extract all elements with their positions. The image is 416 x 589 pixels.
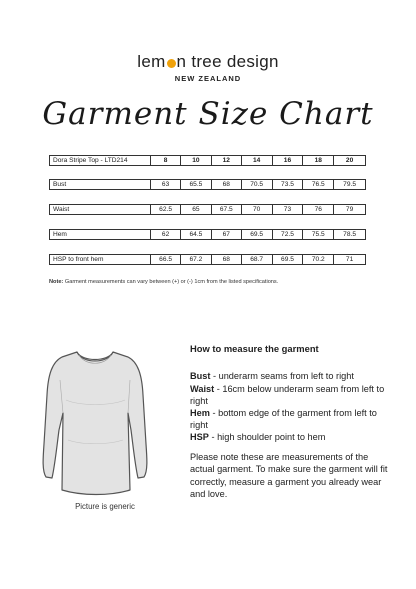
table-cell: 69.5 xyxy=(272,255,303,264)
page-title: Garment Size Chart xyxy=(42,96,374,132)
brand-logo xyxy=(0,52,416,83)
table-cell: 79 xyxy=(333,205,365,214)
header-cell: 18 xyxy=(302,156,333,165)
table-cell: 73.5 xyxy=(272,180,303,189)
table-row xyxy=(49,204,366,215)
table-cell: 72.5 xyxy=(272,230,303,239)
header-cell: 8 xyxy=(150,156,180,165)
measure-closing: Please note these are measurements of the actual garment. To make sure the garment will fit correctly, measure a garment you already wear and love. xyxy=(190,452,388,499)
header-cell: 14 xyxy=(241,156,272,165)
brand-subtitle: NEW ZEALAND xyxy=(174,74,242,83)
measure-item xyxy=(190,370,390,382)
measure-desc: - bottom edge of the garment from left to right xyxy=(190,407,377,430)
lemon-dot-icon xyxy=(167,59,176,68)
table-cell: 68 xyxy=(211,180,241,189)
measure-term: HSP xyxy=(190,432,209,443)
measure-item xyxy=(190,383,390,407)
garment-illustration xyxy=(30,340,160,500)
table-cell: 79.5 xyxy=(333,180,365,189)
table-cell: 68.7 xyxy=(241,255,272,264)
table-cell: 70.2 xyxy=(302,255,333,264)
note-label: Note: xyxy=(49,279,64,285)
header-cell: 16 xyxy=(272,156,303,165)
brand-name-part1: lem xyxy=(137,52,166,71)
table-cell: 62.5 xyxy=(150,205,180,214)
header-cell: 10 xyxy=(180,156,211,165)
header-cell: 12 xyxy=(211,156,241,165)
table-cell: 68 xyxy=(211,255,241,264)
row-label: Hem xyxy=(53,231,67,238)
table-cell: 66.5 xyxy=(150,255,180,264)
table-row xyxy=(49,254,366,265)
table-cell: 75.5 xyxy=(302,230,333,239)
table-row xyxy=(49,229,366,240)
table-cell: 76 xyxy=(302,205,333,214)
header-cell: 20 xyxy=(333,156,365,165)
table-cell: 71 xyxy=(333,255,365,264)
size-table-header xyxy=(49,155,366,166)
table-cell: 65.5 xyxy=(180,180,211,189)
table-cell: 69.5 xyxy=(241,230,272,239)
image-caption: Picture is generic xyxy=(75,502,135,511)
measure-term: Waist xyxy=(190,383,215,394)
measure-item xyxy=(190,407,390,431)
note-text: Garment measurements can vary between (+) or (-) 1cm from the listed specifications. xyxy=(63,279,279,285)
row-label: Waist xyxy=(53,206,70,213)
table-cell: 67 xyxy=(211,230,241,239)
measure-definitions xyxy=(190,370,390,443)
brand-name xyxy=(137,52,279,72)
table-cell: 76.5 xyxy=(302,180,333,189)
table-cell: 73 xyxy=(272,205,303,214)
table-cell: 65 xyxy=(180,205,211,214)
table-cell: 67.5 xyxy=(211,205,241,214)
measure-term: Bust xyxy=(190,371,211,382)
measure-desc: - underarm seams from left to right xyxy=(210,371,354,382)
header-cell: Dora Stripe Top - LTD214 xyxy=(53,157,128,164)
brand-name-part2: n tree design xyxy=(176,52,279,71)
table-cell: 64.5 xyxy=(180,230,211,239)
table-cell: 63 xyxy=(150,180,180,189)
table-cell: 78.5 xyxy=(333,230,365,239)
table-row xyxy=(49,179,366,190)
measure-desc: - 16cm below underarm seam from left to right xyxy=(190,383,385,406)
table-cell: 70.5 xyxy=(241,180,272,189)
measure-term: Hem xyxy=(190,407,210,418)
measure-desc: - high shoulder point to hem xyxy=(208,432,326,443)
table-cell: 62 xyxy=(150,230,180,239)
measurement-note xyxy=(49,279,278,285)
measure-instructions xyxy=(190,343,390,500)
measure-item xyxy=(190,431,390,443)
table-cell: 67.2 xyxy=(180,255,211,264)
measure-heading: How to measure the garment xyxy=(190,343,319,354)
table-cell: 70 xyxy=(241,205,272,214)
row-label: HSP to front hem xyxy=(53,256,104,263)
row-label: Bust xyxy=(53,181,67,188)
